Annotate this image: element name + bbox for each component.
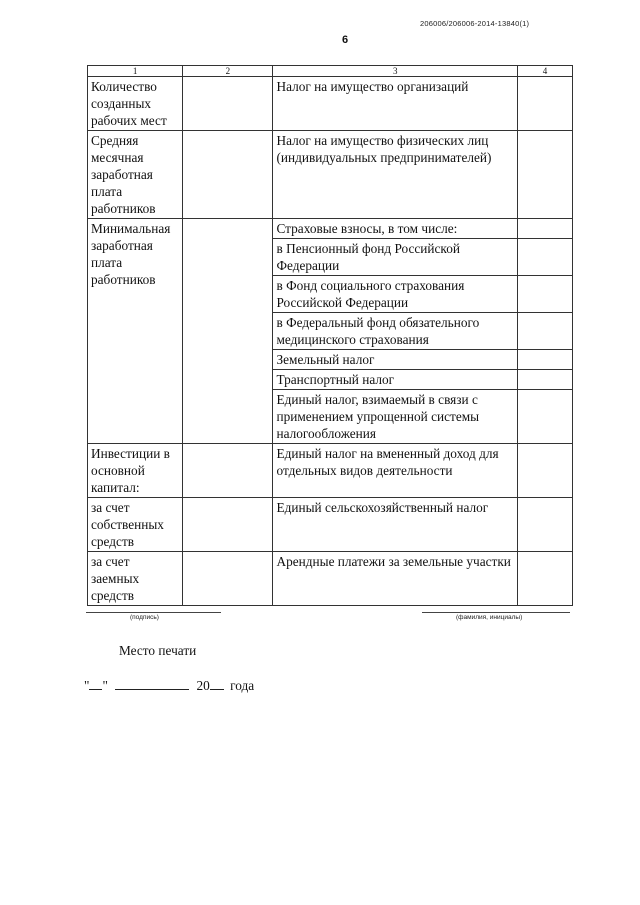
tax-value-cell (518, 219, 573, 239)
tax-value-cell (518, 552, 573, 606)
indicator-value-cell (183, 498, 273, 552)
year-blank (210, 677, 224, 690)
indicator-label: за счет заемных средств (88, 552, 183, 606)
indicator-label: Средняя месячная заработная плата работников (88, 131, 183, 219)
tax-value-cell (518, 498, 573, 552)
table-row (88, 444, 573, 498)
tax-label: Налог на имущество физических лиц (индивидуальных предпринимателей) (273, 131, 518, 219)
tax-label: Налог на имущество организаций (273, 77, 518, 131)
table-row (88, 552, 573, 606)
tax-label: в Пенсионный фонд Российской Федерации (273, 239, 518, 276)
month-blank (115, 677, 189, 690)
tax-label: Единый налог, взимаемый в связи с применением упрощенной системы налогообложения (273, 390, 518, 444)
name-line (422, 612, 570, 613)
year-prefix: 20 (196, 678, 210, 693)
tax-value-cell (518, 390, 573, 444)
column-number-4: 4 (518, 66, 573, 77)
tax-value-cell (518, 239, 573, 276)
indicator-label: Инвестиции в основной капитал: (88, 444, 183, 498)
tax-label: Страховые взносы, в том числе: (273, 219, 518, 239)
tax-value-cell (518, 313, 573, 350)
indicator-label: за счет собственных средств (88, 498, 183, 552)
tax-value-cell (518, 350, 573, 370)
page-number: 6 (341, 34, 349, 46)
tax-value-cell (518, 77, 573, 131)
date-quote-open: " (84, 678, 90, 693)
tax-label: Единый сельскохозяйственный налог (273, 498, 518, 552)
tax-label: в Фонд социального страхования Российской Федерации (273, 276, 518, 313)
document-id: 206006/206006-2014-13840(1) (420, 19, 530, 28)
tax-label: Земельный налог (273, 350, 518, 370)
indicator-value-cell (183, 219, 273, 444)
tax-value-cell (518, 444, 573, 498)
column-number-2: 2 (183, 66, 273, 77)
indicators-table (87, 65, 573, 606)
tax-label: Единый налог на вмененный доход для отдельных видов деятельности (273, 444, 518, 498)
tax-value-cell (518, 131, 573, 219)
tax-label: в Федеральный фонд обязательного медицинского страхования (273, 313, 518, 350)
indicator-value-cell (183, 131, 273, 219)
indicator-value-cell (183, 444, 273, 498)
date-line (84, 677, 254, 694)
tax-label: Транспортный налог (273, 370, 518, 390)
table-row (88, 131, 573, 219)
day-blank (89, 677, 102, 690)
indicator-value-cell (183, 552, 273, 606)
stamp-place: Место печати (119, 643, 197, 658)
signature-line (86, 612, 221, 613)
column-number-1: 1 (88, 66, 183, 77)
indicator-label: Минимальная заработная плата работников (88, 219, 183, 444)
indicator-value-cell (183, 77, 273, 131)
name-caption: (фамилия, инициалы) (456, 614, 523, 621)
signature-caption: (подпись) (130, 614, 159, 621)
table-row (88, 77, 573, 131)
tax-label: Арендные платежи за земельные участки (273, 552, 518, 606)
indicator-label: Количество созданных рабочих мест (88, 77, 183, 131)
tax-value-cell (518, 370, 573, 390)
table-row (88, 498, 573, 552)
year-suffix: года (230, 678, 255, 693)
date-quote-close: " (102, 678, 108, 693)
column-number-3: 3 (273, 66, 518, 77)
table-column-numbers (88, 66, 573, 77)
table-row (88, 219, 573, 239)
tax-value-cell (518, 276, 573, 313)
